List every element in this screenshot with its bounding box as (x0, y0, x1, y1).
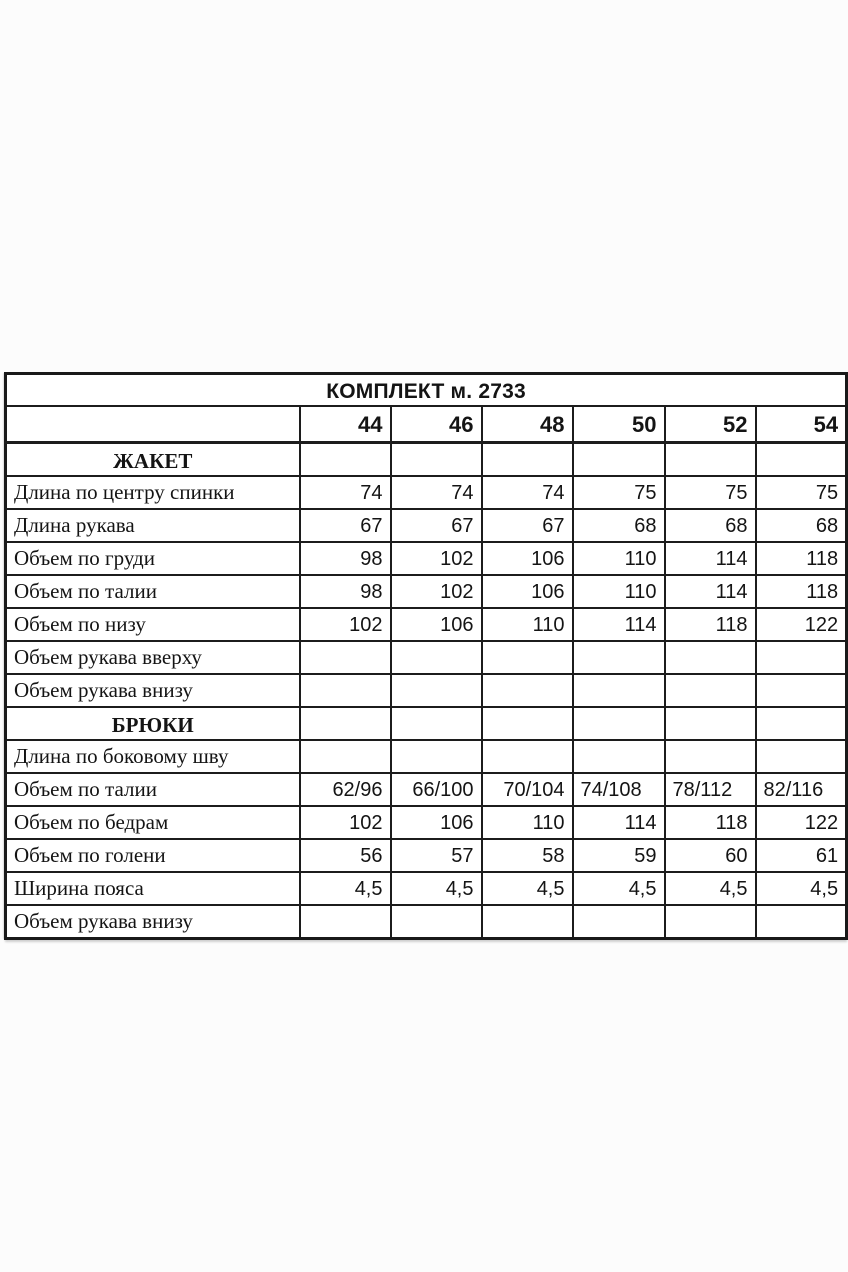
value-cell: 68 (665, 509, 756, 542)
value-cell: 102 (300, 806, 391, 839)
value-cell (756, 905, 847, 939)
value-cell (756, 674, 847, 707)
value-cell (391, 905, 482, 939)
value-cell: 102 (391, 542, 482, 575)
value-cell: 102 (300, 608, 391, 641)
value-cell: 110 (482, 608, 573, 641)
value-cell (482, 641, 573, 674)
value-cell: 82/116 (756, 773, 847, 806)
measurement-label: Объем по талии (6, 575, 300, 608)
measurement-row (6, 740, 847, 773)
measurement-label: Объем по низу (6, 608, 300, 641)
size-header-cell: 48 (482, 406, 573, 443)
value-cell: 4,5 (391, 872, 482, 905)
measurement-label: Объем по груди (6, 542, 300, 575)
value-cell (300, 740, 391, 773)
size-header-cell: 44 (300, 406, 391, 443)
value-cell (391, 740, 482, 773)
value-cell: 67 (300, 509, 391, 542)
measurement-label: Объем по бедрам (6, 806, 300, 839)
value-cell: 70/104 (482, 773, 573, 806)
value-cell: 122 (756, 806, 847, 839)
value-cell (665, 674, 756, 707)
empty-cell (300, 707, 391, 740)
size-header-cell: 50 (573, 406, 665, 443)
measurement-row (6, 806, 847, 839)
size-header-row (6, 406, 847, 443)
value-cell (482, 674, 573, 707)
size-chart-table (4, 372, 848, 940)
value-cell: 68 (756, 509, 847, 542)
measurement-row (6, 542, 847, 575)
size-header-cell: 46 (391, 406, 482, 443)
section-header-row (6, 707, 847, 740)
value-cell: 59 (573, 839, 665, 872)
measurement-label: Объем по талии (6, 773, 300, 806)
value-cell: 61 (756, 839, 847, 872)
value-cell: 56 (300, 839, 391, 872)
value-cell (482, 740, 573, 773)
value-cell: 106 (391, 806, 482, 839)
value-cell: 98 (300, 542, 391, 575)
measurement-row (6, 674, 847, 707)
value-cell: 122 (756, 608, 847, 641)
table-title: КОМПЛЕКТ м. 2733 (6, 374, 847, 407)
value-cell: 98 (300, 575, 391, 608)
value-cell: 75 (756, 476, 847, 509)
measurement-row (6, 509, 847, 542)
empty-cell (391, 707, 482, 740)
value-cell: 118 (665, 806, 756, 839)
measurement-row (6, 872, 847, 905)
measurement-row (6, 641, 847, 674)
value-cell: 74 (391, 476, 482, 509)
value-cell: 110 (573, 575, 665, 608)
value-cell: 114 (573, 608, 665, 641)
measurement-row (6, 905, 847, 939)
value-cell: 106 (482, 542, 573, 575)
value-cell (391, 641, 482, 674)
value-cell: 67 (482, 509, 573, 542)
size-header-cell: 52 (665, 406, 756, 443)
empty-cell (482, 707, 573, 740)
value-cell (300, 905, 391, 939)
value-cell (665, 641, 756, 674)
value-cell: 106 (391, 608, 482, 641)
value-cell: 58 (482, 839, 573, 872)
empty-cell (573, 707, 665, 740)
value-cell: 4,5 (665, 872, 756, 905)
value-cell: 75 (573, 476, 665, 509)
empty-cell (665, 707, 756, 740)
measurement-label: Объем рукава внизу (6, 905, 300, 939)
value-cell: 74 (482, 476, 573, 509)
value-cell: 118 (665, 608, 756, 641)
value-cell: 114 (665, 542, 756, 575)
value-cell: 4,5 (573, 872, 665, 905)
value-cell: 60 (665, 839, 756, 872)
empty-cell (756, 443, 847, 477)
measurement-label: Длина по боковому шву (6, 740, 300, 773)
value-cell (573, 905, 665, 939)
value-cell: 4,5 (482, 872, 573, 905)
value-cell: 114 (573, 806, 665, 839)
value-cell (665, 740, 756, 773)
empty-cell (300, 443, 391, 477)
value-cell (573, 740, 665, 773)
size-chart-wrapper (4, 372, 848, 940)
value-cell (573, 674, 665, 707)
value-cell: 75 (665, 476, 756, 509)
measurement-row (6, 839, 847, 872)
measurement-label: Объем по голени (6, 839, 300, 872)
value-cell: 67 (391, 509, 482, 542)
value-cell: 68 (573, 509, 665, 542)
empty-cell (391, 443, 482, 477)
value-cell: 110 (482, 806, 573, 839)
measurement-label: Длина рукава (6, 509, 300, 542)
value-cell (391, 674, 482, 707)
value-cell: 110 (573, 542, 665, 575)
value-cell: 66/100 (391, 773, 482, 806)
empty-cell (482, 443, 573, 477)
value-cell: 114 (665, 575, 756, 608)
value-cell: 62/96 (300, 773, 391, 806)
value-cell (300, 641, 391, 674)
size-header-cell: 54 (756, 406, 847, 443)
section-title: ЖАКЕТ (6, 443, 300, 477)
section-title: БРЮКИ (6, 707, 300, 740)
section-header-row (6, 443, 847, 477)
measurement-row (6, 773, 847, 806)
empty-cell (573, 443, 665, 477)
measurement-row (6, 476, 847, 509)
value-cell (482, 905, 573, 939)
measurement-row (6, 608, 847, 641)
measurement-label: Длина по центру спинки (6, 476, 300, 509)
value-cell: 118 (756, 575, 847, 608)
value-cell (665, 905, 756, 939)
value-cell (300, 674, 391, 707)
value-cell: 57 (391, 839, 482, 872)
value-cell: 4,5 (300, 872, 391, 905)
measurement-row (6, 575, 847, 608)
value-cell: 118 (756, 542, 847, 575)
value-cell: 106 (482, 575, 573, 608)
value-cell: 74/108 (573, 773, 665, 806)
value-cell: 74 (300, 476, 391, 509)
empty-cell (665, 443, 756, 477)
value-cell: 4,5 (756, 872, 847, 905)
value-cell (756, 740, 847, 773)
value-cell: 78/112 (665, 773, 756, 806)
value-cell (756, 641, 847, 674)
measurement-label: Объем рукава внизу (6, 674, 300, 707)
corner-empty-cell (6, 406, 300, 443)
measurement-label: Ширина пояса (6, 872, 300, 905)
table-title-row (6, 374, 847, 407)
empty-cell (756, 707, 847, 740)
measurement-label: Объем рукава вверху (6, 641, 300, 674)
value-cell: 102 (391, 575, 482, 608)
value-cell (573, 641, 665, 674)
